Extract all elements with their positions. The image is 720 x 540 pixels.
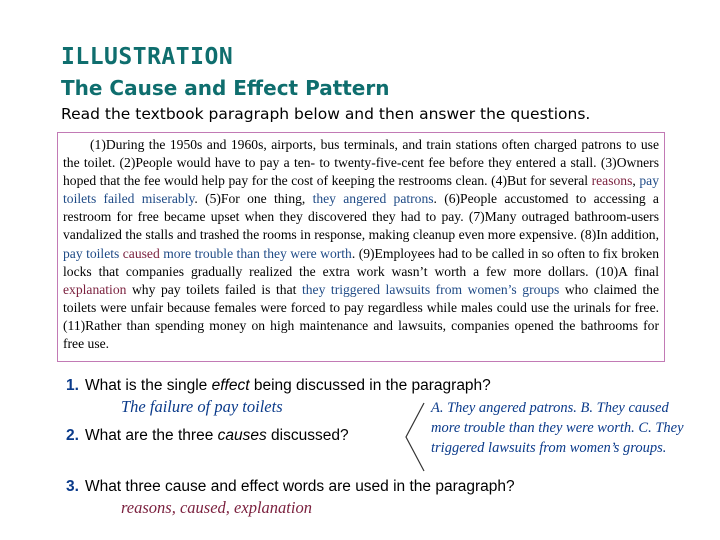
answer-3: reasons, caused, explanation bbox=[121, 498, 312, 517]
cause-highlight: pay toilets bbox=[63, 245, 123, 261]
paragraph-text: (1)During the 1950s and 1960s, airports, bus terminals, and train stations often charged patrons to use the toilet. (2)People would have to pay a ten- to twenty-five-cent fee before they entered a stall. (3)Owners hoped that the fee would help pay for the cost of keeping the restrooms clean. (4)But for several bbox=[63, 137, 659, 189]
instruction-text: Read the textbook paragraph below and then answer the questions. bbox=[61, 105, 591, 123]
question-text: What are the three bbox=[84, 427, 218, 444]
question-3 bbox=[66, 478, 515, 496]
question-number: 3. bbox=[66, 478, 79, 495]
paragraph-text: why pay toilets failed is that bbox=[126, 281, 302, 297]
keyword-reasons: reasons bbox=[591, 173, 633, 189]
paragraph-text: . (9)Employees had to be called in so often to fix broken locks that companies gradually realized the extra work wasn’t worth a few more dollars. (10)A final bbox=[63, 245, 659, 279]
paragraph-text: who claimed the toilets were unfair because females were forced to pay regardless while males could use the urinals for free. (11)Rather than spending money on high maintenance and lawsuits, companies opened the bathrooms for free use. bbox=[63, 281, 659, 352]
question-text: discussed? bbox=[266, 427, 349, 444]
textbook-paragraph bbox=[57, 132, 665, 362]
question-text: being discussed in the paragraph? bbox=[249, 377, 491, 394]
question-text: What three cause and effect words are used in the paragraph? bbox=[84, 478, 515, 495]
cause-highlight: more trouble than they were worth bbox=[159, 245, 352, 261]
keyword-explanation: explanation bbox=[63, 281, 127, 297]
question-1 bbox=[66, 377, 491, 395]
keyword-caused: caused bbox=[122, 245, 160, 261]
answer-1: The failure of pay toilets bbox=[121, 397, 283, 416]
page-subtitle: The Cause and Effect Pattern bbox=[61, 76, 390, 100]
page-title: ILLUSTRATION bbox=[61, 44, 234, 70]
paragraph-text: . (5)For one thing, bbox=[194, 191, 313, 207]
question-2 bbox=[66, 427, 349, 445]
cause-highlight: they angered patrons bbox=[312, 191, 434, 207]
paragraph-text: , bbox=[632, 173, 640, 189]
question-emphasis: effect bbox=[211, 377, 250, 394]
question-text: What is the single bbox=[84, 377, 212, 394]
question-number: 1. bbox=[66, 377, 79, 394]
answer-2: A. They angered patrons. B. They caused more trouble than they were worth. C. They triggered lawsuits from women’s groups. bbox=[431, 400, 684, 456]
effect-highlight: pay toilets failed miserably bbox=[63, 173, 659, 207]
brace-icon bbox=[402, 401, 428, 473]
question-emphasis: causes bbox=[217, 427, 267, 444]
question-number: 2. bbox=[66, 427, 79, 444]
paragraph-text: . (6)People accustomed to accessing a restroom for free became upset when they discovered they had to pay. (7)Many outraged bathroom-users vandalized the stalls and trashed the rooms in response, making cleanup even more expensive. (8)In addition, bbox=[63, 191, 659, 243]
cause-highlight: they triggered lawsuits from women’s groups bbox=[301, 281, 560, 297]
